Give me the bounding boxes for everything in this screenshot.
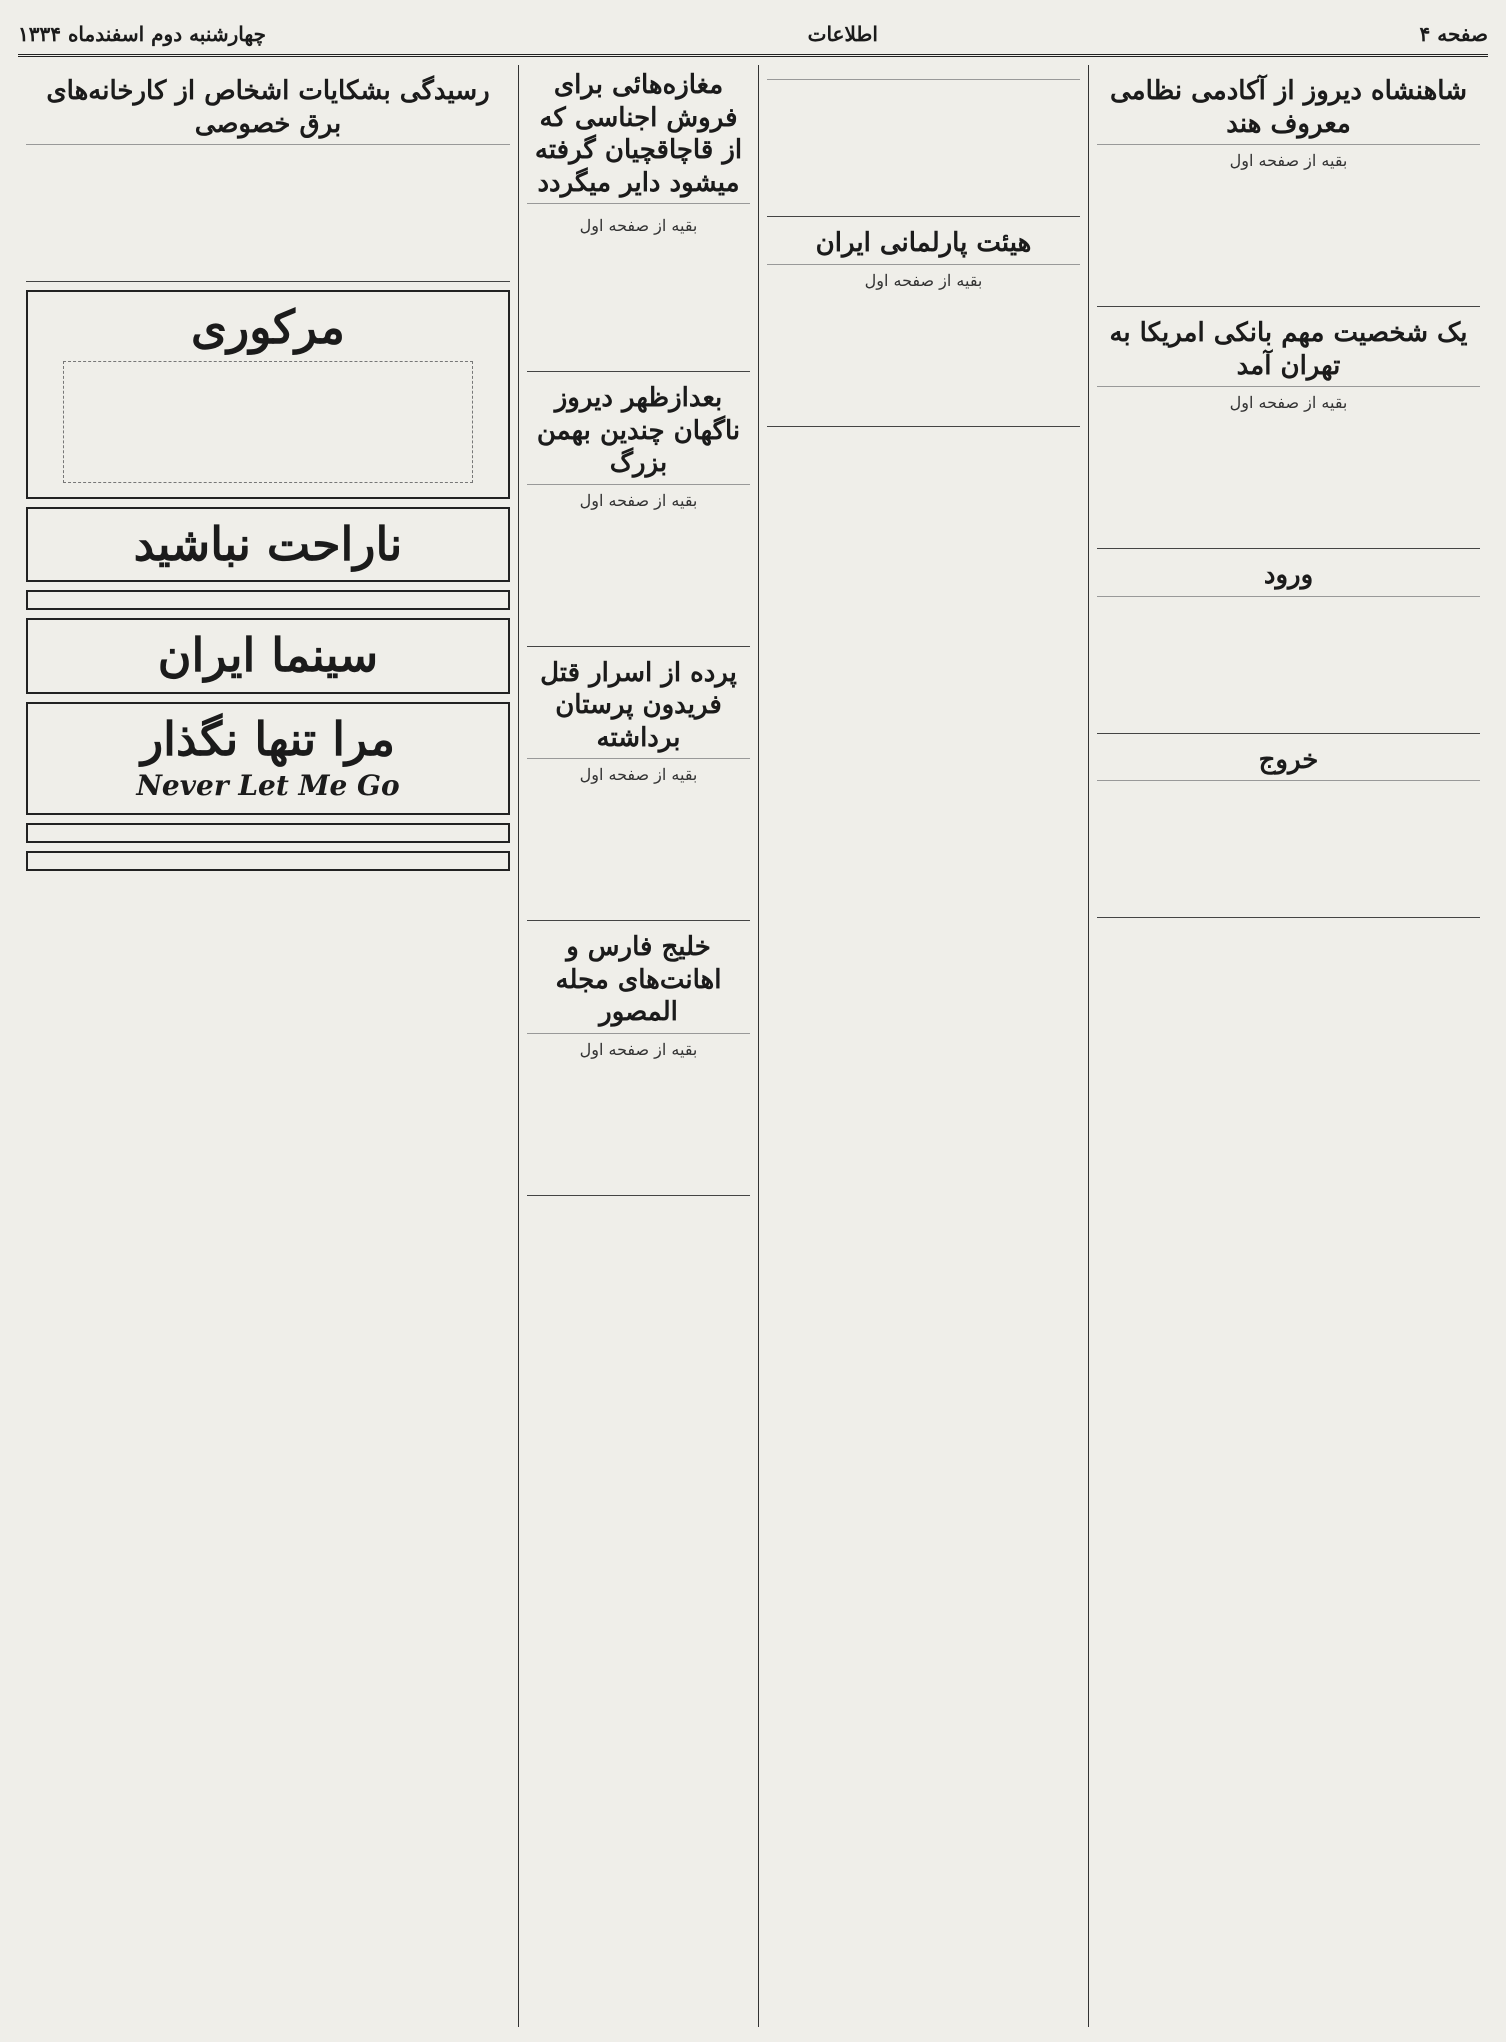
article <box>767 217 1080 427</box>
headline: پرده از اسرار قتل فریدون پرستان برداشته <box>527 657 750 760</box>
column-midright <box>758 65 1088 2027</box>
advertisement <box>26 823 510 843</box>
advertisement <box>26 290 510 499</box>
page-number: صفحه ۴ <box>1419 22 1488 46</box>
advertisement <box>26 618 510 693</box>
article <box>1097 307 1480 549</box>
advertisement <box>26 702 510 815</box>
subhead: بقیه از صفحه اول <box>579 216 698 235</box>
article-body <box>1097 176 1480 296</box>
headline: بعدازظهر دیروز ناگهان چندین بهمن بزرگ <box>527 382 750 485</box>
ad-title: مرکوری <box>191 300 345 354</box>
headline: خلیج فارس و اهانت‌های مجله المصور <box>527 931 750 1034</box>
advertisement <box>26 851 510 871</box>
article <box>527 647 750 922</box>
ad-title: سینما ایران <box>157 628 379 683</box>
article <box>1097 549 1480 734</box>
article <box>527 210 750 372</box>
article-body <box>767 86 1080 206</box>
headline: خروج <box>1097 744 1480 782</box>
issue-date: چهارشنبه دوم اسفندماه ۱۳۳۴ <box>18 22 266 46</box>
paper-name: اطلاعات <box>807 22 878 46</box>
advertisement <box>26 590 510 610</box>
column-left-ads <box>18 65 518 2027</box>
top-headline: مغازه‌هائی برای فروش اجناسی که از قاچاقچیان گرفته میشود دایر میگردد <box>527 69 750 204</box>
article-body <box>1097 418 1480 538</box>
article-body <box>26 151 510 271</box>
subhead: بقیه از صفحه اول <box>579 1039 698 1059</box>
column-grid <box>18 65 1488 2027</box>
subhead: بقیه از صفحه اول <box>579 765 698 784</box>
headline: یک شخصیت مهم بانکی امریکا به تهران آمد <box>1097 317 1480 387</box>
ad-title: مرا تنها نگذار <box>140 711 396 766</box>
headline: هیئت پارلمانی ایران <box>767 227 1080 265</box>
headline: ورود <box>1097 559 1480 597</box>
ad-title: ناراحت نباشید <box>133 517 403 572</box>
article <box>767 65 1080 217</box>
article <box>1097 734 1480 919</box>
article <box>527 921 750 1196</box>
subhead: بقیه از صفحه اول <box>1229 393 1348 412</box>
article-body <box>527 1065 750 1185</box>
article <box>1097 65 1480 307</box>
subhead: بقیه از صفحه اول <box>864 270 983 290</box>
article <box>527 372 750 647</box>
article-body <box>527 516 750 636</box>
headline: شاهنشاه دیروز از آکادمی نظامی معروف هند <box>1097 75 1480 145</box>
subhead: بقیه از صفحه اول <box>579 490 698 510</box>
subhead: بقیه از صفحه اول <box>1229 151 1348 170</box>
column-right <box>1088 65 1488 2027</box>
headline: رسیدگی بشکایات اشخاص از کارخانه‌های برق خصوصی <box>26 75 510 145</box>
headline <box>767 75 1080 80</box>
car-illustration <box>63 361 473 483</box>
article-body <box>527 241 750 361</box>
advertisement <box>26 507 510 582</box>
ad-subtitle: Never Let Me Go <box>136 768 400 802</box>
column-center <box>518 65 758 2027</box>
article-body <box>767 296 1080 416</box>
article-body <box>1097 787 1480 907</box>
article <box>26 65 510 282</box>
masthead <box>18 14 1488 57</box>
article-body <box>527 790 750 910</box>
article-body <box>1097 603 1480 723</box>
